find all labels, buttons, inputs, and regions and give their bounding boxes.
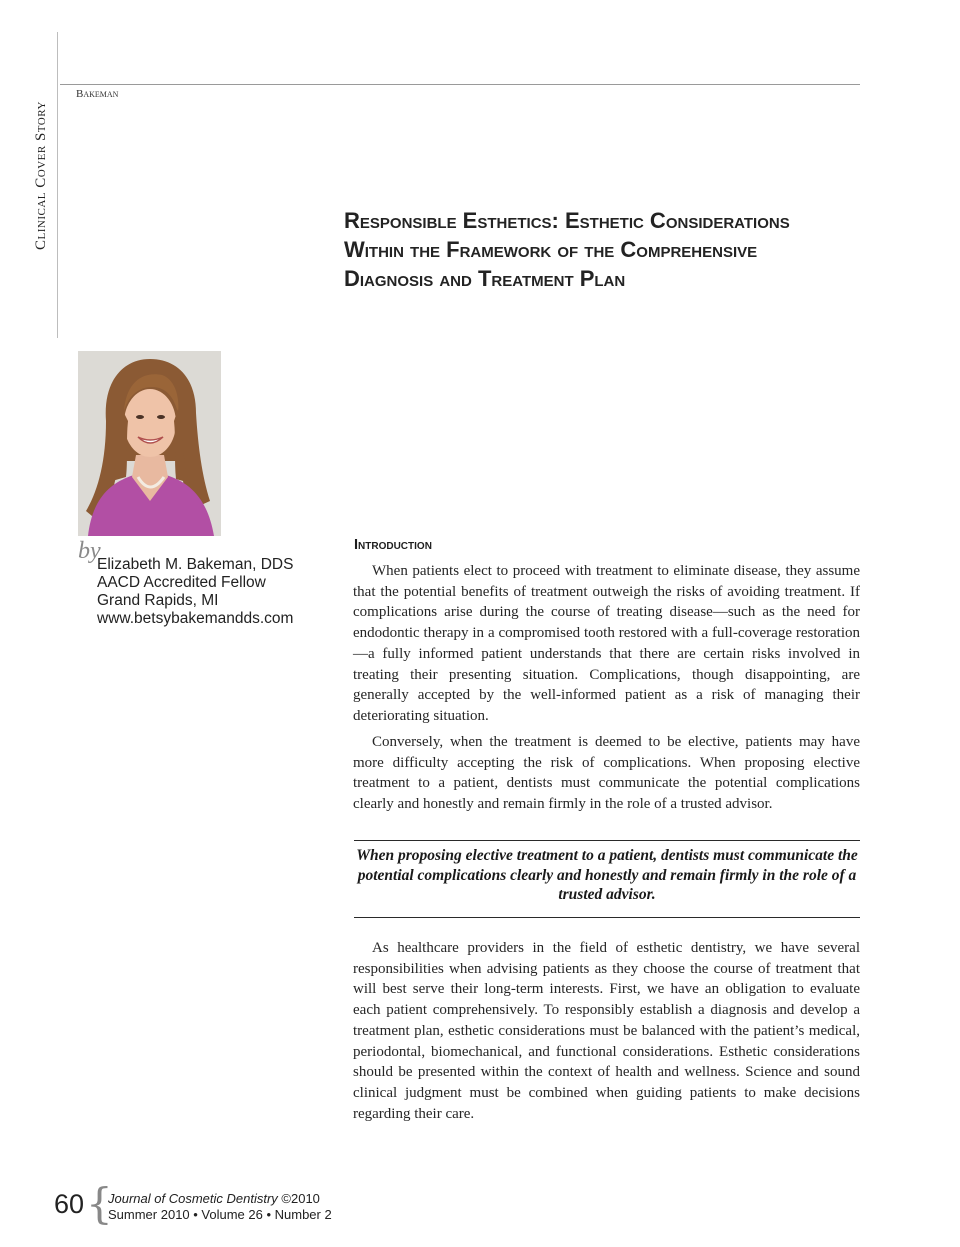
sidebar-divider (57, 32, 58, 338)
body-paragraph (353, 561, 860, 727)
header-rule (60, 84, 860, 85)
journal-copyright: ©2010 (281, 1191, 320, 1206)
title-line: Within the Framework of the Comprehensive (344, 237, 758, 262)
paragraph-text: When patients elect to proceed with treatment to eliminate disease, they assume that the potential benefits of treatment outweigh the risks of avoiding treatment. If complications arise during the course of treating disease—such as the need for endodontic therapy in a compromised tooth restored with a full-coverage restoration—a fully informed patient understands that there are certain risks involved in treating their presenting situation. Complications, though disappointing, are generally accepted by the well-informed patient as a risk of managing their deteriorating situation. (353, 563, 860, 724)
paragraph-text: Conversely, when the treatment is deemed to be elective, patients may have more difficulty accepting the risk of complications. When proposing elective treatment to a patient, dentists must communicate the potential complications clearly and honestly and remain firmly in the role of a trusted advisor. (353, 734, 860, 813)
author-location: Grand Rapids, MI (97, 592, 219, 609)
title-line: Diagnosis and Treatment Plan (344, 266, 626, 291)
journal-footer (108, 1191, 332, 1223)
body-paragraph (353, 732, 860, 815)
byline-by: by (78, 538, 101, 564)
pull-quote: When proposing elective treatment to a patient, dentists must communicate the potential complications clearly and honestly and remain firmly in the role of a trusted advisor. (356, 847, 858, 903)
author-credential: AACD Accredited Fellow (97, 574, 266, 591)
page-number: 60 (54, 1189, 85, 1219)
brace-ornament: { (86, 1179, 113, 1228)
paragraph-text: As healthcare providers in the field of esthetic dentistry, we have several responsibilities when advising patients as they choose the course of treatment that will best serve their long-term interests. First, we have an obligation to evaluate each patient comprehensively. To responsibly establish a diagnosis and develop a treatment plan, esthetic considerations must be balanced with the patient’s medical, periodontal, biomechanical, and functional considerations. Esthetic considerations should be presented within the context of health and wellness. Science and sound clinical judgment must be combined when guiding patients to make decisions regarding their care. (353, 940, 860, 1122)
journal-issue: Summer 2010 • Volume 26 • Number 2 (108, 1207, 332, 1222)
body-paragraph (353, 938, 860, 1124)
section-heading: Introduction (354, 537, 432, 553)
journal-name: Journal of Cosmetic Dentistry (108, 1191, 278, 1206)
author-photo (78, 351, 221, 536)
title-line: Responsible Esthetics: Esthetic Considerations (344, 208, 790, 233)
author-portrait-image (78, 351, 221, 536)
section-label: Clinical Cover Story (33, 101, 49, 250)
author-website[interactable]: www.betsybakemandds.com (97, 610, 294, 627)
pull-quote-top-rule (354, 840, 860, 841)
article-title (344, 206, 864, 293)
pull-quote-bottom-rule (354, 917, 860, 918)
running-head: Bakeman (76, 88, 119, 100)
author-name: Elizabeth M. Bakeman, DDS (97, 556, 294, 573)
author-block (97, 556, 293, 628)
